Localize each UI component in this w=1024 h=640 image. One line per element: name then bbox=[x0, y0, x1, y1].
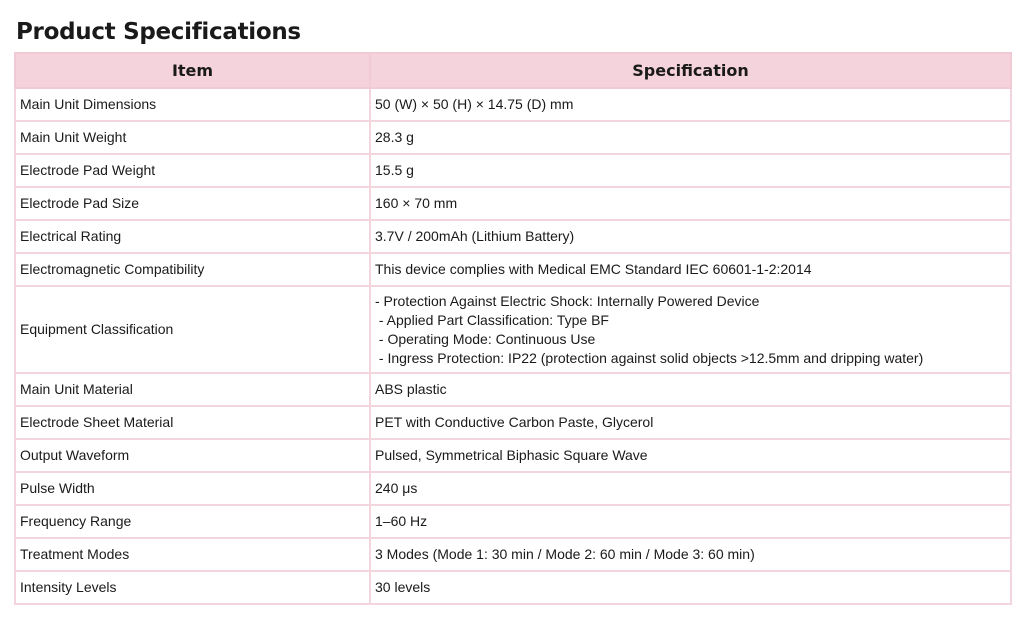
item-cell: Electrode Pad Weight bbox=[15, 154, 370, 187]
table-row bbox=[15, 286, 1011, 373]
specification-cell: 3.7V / 200mAh (Lithium Battery) bbox=[370, 220, 1011, 253]
item-cell: Treatment Modes bbox=[15, 538, 370, 571]
table-row bbox=[15, 472, 1011, 505]
column-header-specification: Specification bbox=[370, 53, 1011, 88]
specification-cell: 15.5 g bbox=[370, 154, 1011, 187]
item-cell: Main Unit Material bbox=[15, 373, 370, 406]
table-row bbox=[15, 121, 1011, 154]
item-cell: Output Waveform bbox=[15, 439, 370, 472]
table-row bbox=[15, 88, 1011, 121]
specifications-table bbox=[14, 52, 1012, 605]
table-row bbox=[15, 253, 1011, 286]
table-row bbox=[15, 154, 1011, 187]
table-row bbox=[15, 439, 1011, 472]
specification-cell: 28.3 g bbox=[370, 121, 1011, 154]
table-row bbox=[15, 538, 1011, 571]
table-row bbox=[15, 373, 1011, 406]
item-cell: Frequency Range bbox=[15, 505, 370, 538]
specification-cell: 30 levels bbox=[370, 571, 1011, 604]
item-cell: Electrode Pad Size bbox=[15, 187, 370, 220]
specification-cell: PET with Conductive Carbon Paste, Glycerol bbox=[370, 406, 1011, 439]
specification-cell: 240 μs bbox=[370, 472, 1011, 505]
page-title: Product Specifications bbox=[16, 19, 301, 45]
specification-cell: ABS plastic bbox=[370, 373, 1011, 406]
item-cell: Electrode Sheet Material bbox=[15, 406, 370, 439]
specification-line: - Applied Part Classification: Type BF bbox=[375, 311, 609, 328]
specification-cell: 50 (W) × 50 (H) × 14.75 (D) mm bbox=[370, 88, 1011, 121]
table-row bbox=[15, 505, 1011, 538]
item-cell: Main Unit Weight bbox=[15, 121, 370, 154]
item-cell: Pulse Width bbox=[15, 472, 370, 505]
table-row bbox=[15, 571, 1011, 604]
specification-line: - Ingress Protection: IP22 (protection against solid objects >12.5mm and dripping water) bbox=[375, 349, 924, 366]
table-row bbox=[15, 220, 1011, 253]
specification-line: - Operating Mode: Continuous Use bbox=[375, 330, 596, 347]
table-header-row bbox=[15, 53, 1011, 88]
specification-cell: 3 Modes (Mode 1: 30 min / Mode 2: 60 min / Mode 3: 60 min) bbox=[370, 538, 1011, 571]
specification-cell: 1–60 Hz bbox=[370, 505, 1011, 538]
column-header-item: Item bbox=[15, 53, 370, 88]
item-cell: Electrical Rating bbox=[15, 220, 370, 253]
item-cell: Equipment Classification bbox=[15, 286, 370, 373]
table-row bbox=[15, 187, 1011, 220]
specification-line: - Protection Against Electric Shock: Internally Powered Device bbox=[375, 292, 760, 309]
item-cell: Intensity Levels bbox=[15, 571, 370, 604]
specification-cell: Pulsed, Symmetrical Biphasic Square Wave bbox=[370, 439, 1011, 472]
specification-cell: 160 × 70 mm bbox=[370, 187, 1011, 220]
item-cell: Main Unit Dimensions bbox=[15, 88, 370, 121]
specification-cell-multiline bbox=[370, 286, 1011, 373]
table-row bbox=[15, 406, 1011, 439]
item-cell: Electromagnetic Compatibility bbox=[15, 253, 370, 286]
specification-cell: This device complies with Medical EMC Standard IEC 60601-1-2:2014 bbox=[370, 253, 1011, 286]
